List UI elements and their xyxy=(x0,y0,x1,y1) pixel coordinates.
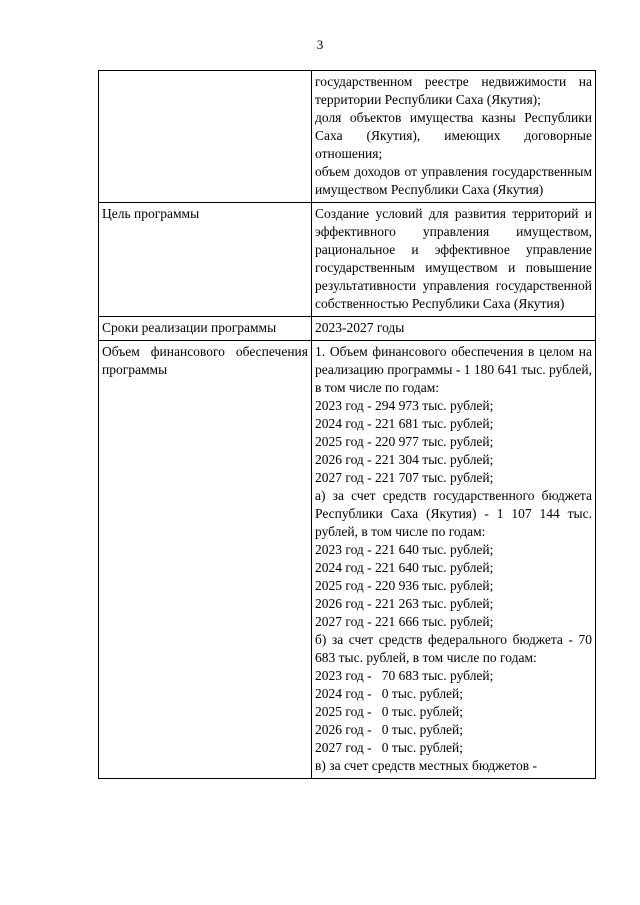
row-value-funding xyxy=(312,341,596,779)
funding-line: 2026 год - 0 тыс. рублей; xyxy=(315,722,464,737)
goal-text: Создание условий для развития территорий и эффективного управления имуществом, рациональное и эффективное управление государственным имуществом и повышение результативности управления государственной собственностью Республики Саха (Якутия) xyxy=(315,206,592,311)
funding-line: 1. Объем финансового обеспечения в целом на реализацию программы - 1 180 641 тыс. рублей, в том числе по годам: xyxy=(315,344,592,395)
funding-line: 2027 год - 0 тыс. рублей; xyxy=(315,740,464,755)
program-passport-table xyxy=(98,70,596,779)
page-number: 3 xyxy=(316,37,324,52)
funding-line: 2026 год - 221 304 тыс. рублей; xyxy=(315,452,494,467)
funding-line: 2023 год - 294 973 тыс. рублей; xyxy=(315,398,494,413)
indicator-text: объем доходов от управления государственным имуществом Республики Саха (Якутия) xyxy=(315,164,592,197)
funding-line: 2025 год - 220 977 тыс. рублей; xyxy=(315,434,494,449)
indicator-text: государственном реестре недвижимости на территории Республики Саха (Якутия); xyxy=(315,74,592,107)
table-row-terms xyxy=(99,317,596,341)
table-row-funding xyxy=(99,341,596,779)
funding-line: 2024 год - 0 тыс. рублей; xyxy=(315,686,464,701)
funding-line: 2027 год - 221 666 тыс. рублей; xyxy=(315,614,494,629)
funding-line: 2023 год - 221 640 тыс. рублей; xyxy=(315,542,494,557)
row-value-goal xyxy=(312,203,596,317)
terms-text: 2023-2027 годы xyxy=(315,320,405,335)
table-row-goal xyxy=(99,203,596,317)
funding-line: 2025 год - 0 тыс. рублей; xyxy=(315,704,464,719)
funding-line: 2023 год - 70 683 тыс. рублей; xyxy=(315,668,494,683)
funding-line: а) за счет средств государственного бюджета Республики Саха (Якутия) - 1 107 144 тыс. рублей, в том числе по годам: xyxy=(315,488,592,539)
funding-line: 2026 год - 221 263 тыс. рублей; xyxy=(315,596,494,611)
funding-line: 2024 год - 221 681 тыс. рублей; xyxy=(315,416,494,431)
row-value-terms xyxy=(312,317,596,341)
row-label-terms: Сроки реализации программы xyxy=(99,317,312,341)
indicator-text: доля объектов имущества казны Республики Саха (Якутия), имеющих договорные отношения; xyxy=(315,110,592,161)
funding-line: в) за счет средств местных бюджетов - xyxy=(315,758,537,773)
row-label-goal: Цель программы xyxy=(99,203,312,317)
funding-line: 2025 год - 220 936 тыс. рублей; xyxy=(315,578,494,593)
funding-line: б) за счет средств федерального бюджета - 70 683 тыс. рублей, в том числе по годам: xyxy=(315,632,592,665)
row-value-indicators xyxy=(312,71,596,203)
row-label-funding: Объем финансового обеспечения программы xyxy=(99,341,312,779)
funding-line: 2024 год - 221 640 тыс. рублей; xyxy=(315,560,494,575)
funding-line: 2027 год - 221 707 тыс. рублей; xyxy=(315,470,494,485)
table-row-indicators xyxy=(99,71,596,203)
row-label-empty xyxy=(99,71,312,203)
